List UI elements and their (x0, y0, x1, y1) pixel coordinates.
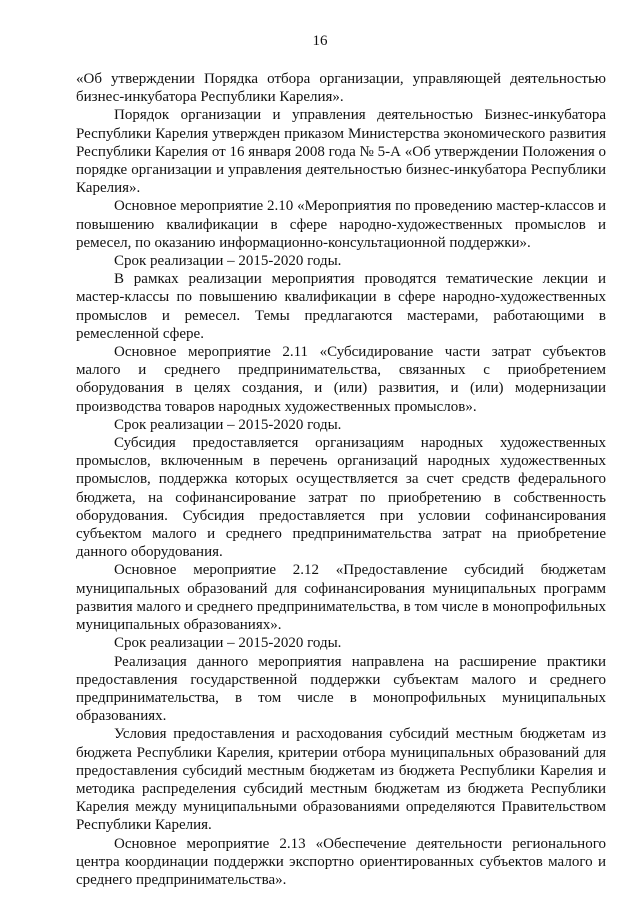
paragraph: Срок реализации – 2015-2020 годы. (114, 416, 342, 433)
paragraph: Порядок организации и управления деятельностью Бизнес-инкубатора Республики Карелия утвержден приказом Министерства экономического развития Республики Карелия от 16 января 2008 года № 5-А «Об утверждении Положения о порядке организации и управления деятельностью бизнес-инкубатора Республики Карелия». (76, 107, 606, 197)
paragraph: Срок реализации – 2015-2020 годы. (114, 635, 342, 652)
paragraph: Реализация данного мероприятия направлена на расширение практики предоставления государственной поддержки субъектам малого и среднего предпринимательства, в том числе в монопрофильных муниципальных образованиях. (76, 653, 606, 725)
paragraph: Основное мероприятие 2.13 «Обеспечение деятельности регионального центра координации поддержки экспортно ориентированных субъектов малого и среднего предпринимательства». (76, 835, 606, 888)
paragraph: Субсидия предоставляется организациям народных художественных промыслов, включенным в перечень организаций народных художественных промыслов, поддержка которых осуществляется за счет средств федерального бюджета, на софинансирование затрат по приобретению в собственность оборудования. Субсидия предоставляется при условии софинансирования субъектом малого и среднего предпринимательства затрат на приобретение данного оборудования. (76, 435, 606, 561)
paragraph: В рамках реализации мероприятия проводятся тематические лекции и мастер-классы по повышению квалификации в сфере народно-художественных промыслов и ремесел. Темы предлагаются мастерами, работающими в ремесленной сфере. (76, 271, 606, 342)
paragraph: Основное мероприятие 2.11 «Субсидирование части затрат субъектов малого и среднего предпринимательства, связанных с приобретением оборудования в целях создания, и (или) развития, и (или) модернизации производства товаров народных художественных промыслов». (76, 344, 606, 415)
document-body (76, 70, 606, 889)
paragraph: Основное мероприятие 2.12 «Предоставление субсидий бюджетам муниципальных образований для софинансирования муниципальных программ развития малого и среднего предпринимательства, в том числе в монопрофильных муниципальных образованиях». (76, 562, 606, 634)
paragraph: Основное мероприятие 2.10 «Мероприятия по проведению мастер-классов и повышению квалификации в сфере народно-художественных промыслов и ремесел, по оказанию информационно-консультационной поддержки». (76, 198, 606, 251)
page-number: 16 (312, 33, 328, 49)
paragraph: Срок реализации – 2015-2020 годы. (114, 253, 342, 270)
paragraph: «Об утверждении Порядка отбора организации, управляющей деятельностью бизнес-инкубатора Республики Карелия». (76, 71, 606, 106)
paragraph: Условия предоставления и расходования субсидий местным бюджетам из бюджета Республики Карелия, критерии отбора муниципальных образований для предоставления субсидий местным бюджетам из бюджета Республики Карелия и методика распределения субсидий местным бюджетам из бюджета Республики Карелия между муниципальными образованиями определяются Правительством Республики Карелия. (76, 726, 606, 834)
